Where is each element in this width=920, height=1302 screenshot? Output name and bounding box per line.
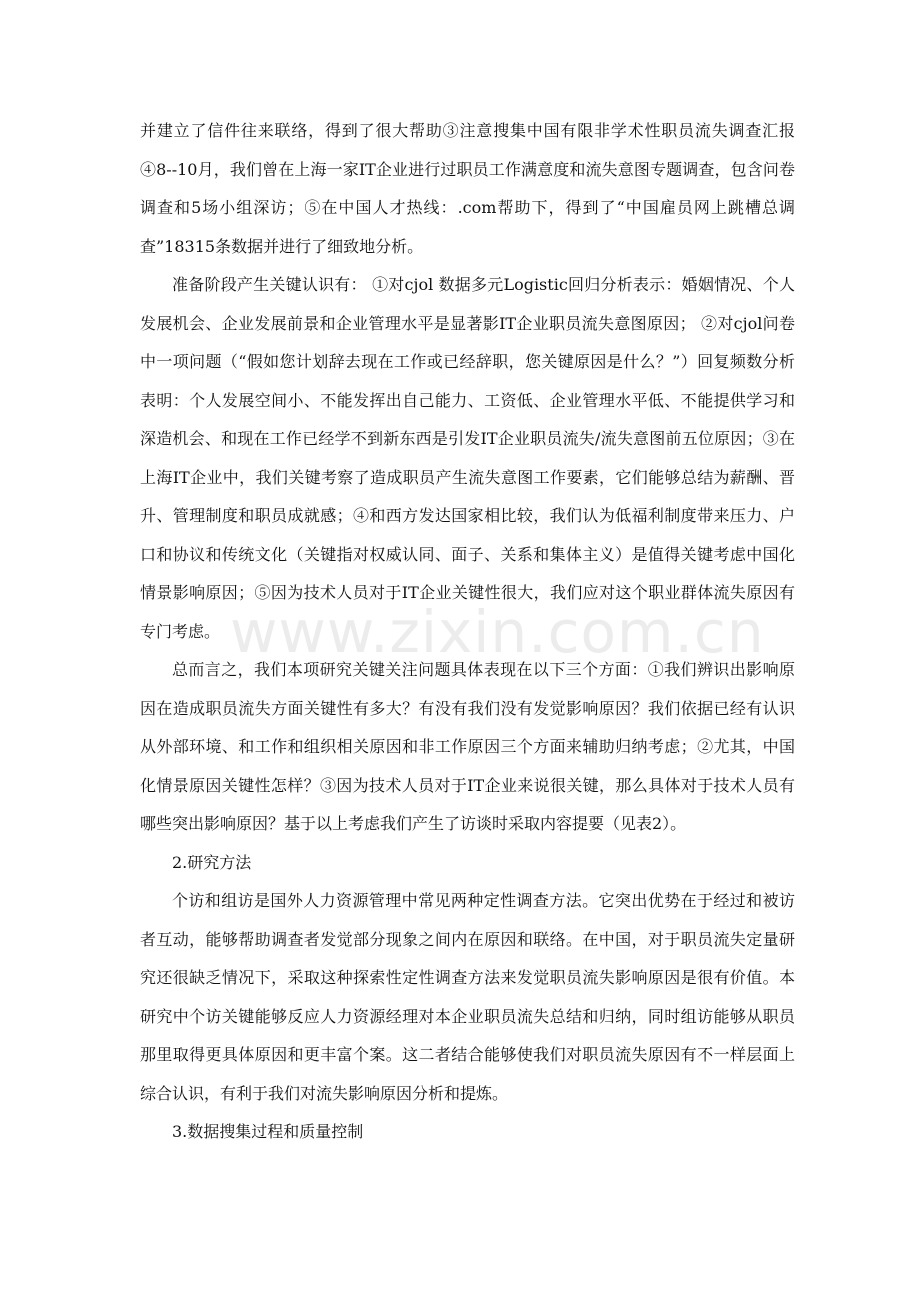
section-heading-research-method: 2.研究方法 bbox=[172, 852, 252, 872]
paragraph-research-method: 个访和组访是国外人力资源管理中常见两种定性调查方法。它突出优势在于经过和被访者互动，能够帮助调查者发觉部分现象之间内在原因和联络。在中国，对于职员流失定量研究还很缺乏情况下，采取这种探索性定性调查方法来发觉职员流失影响原因是很有价值。本研究中个访关键能够反应人力资源经理对本企业职员流失总结和归纳，同时组访能够从职员那里取得更具体原因和更丰富个案。这二者结合能够使我们对职员流失原因有不一样层面上综合认识，有利于我们对流失影响原因分析和提炼。 bbox=[140, 891, 795, 1103]
paragraph-2: 准备阶段产生关键认识有： ①对cjol 数据多元Logistic回归分析表示：婚姻情况、个人发展机会、企业发展前景和企业管理水平是显著影IT企业职员流失意图原因； ②对cjol问卷中一项问题（“假如您计划辞去现在工作或已经辞职，您关键原因是什么？”）回复频数分析表明：个人发展空间小、不能发挥出自己能力、工资低、企业管理水平低、不能提供学习和深造机会、和现在工作已经学不到新东西是引发IT企业职员流失/流失意图前五位原因；③在上海IT企业中，我们关键考察了造成职员产生流失意图工作要素，它们能够总结为薪酬、晋升、管理制度和职员成就感；④和西方发达国家相比较，我们认为低福利制度带来压力、户口和协议和传统文化（关键指对权威认同、面子、关系和集体主义）是值得关键考虑中国化情景影响原因；⑤因为技术人员对于IT企业关键性很大，我们应对这个职业群体流失原因有专门考虑。 bbox=[140, 275, 795, 641]
section-heading-data-collection: 3.数据搜集过程和质量控制 bbox=[172, 1122, 364, 1141]
paragraph-1: 并建立了信件往来联络，得到了很大帮助③注意搜集中国有限非学术性职员流失调查汇报④8--10月，我们曾在上海一家IT企业进行过职员工作满意度和流失意图专题调查，包含问卷调查和5场小组深访；⑤在中国人才热线：.com帮助下，得到了“中国雇员网上跳槽总调查”18315条数据并进行了细致地分析。 bbox=[140, 121, 795, 256]
document-body bbox=[140, 112, 795, 1152]
watermark: www.zixin.com.cn bbox=[230, 598, 765, 666]
paragraph-3: 总而言之，我们本项研究关键关注问题具体表现在以下三个方面：①我们辨识出影响原因在造成职员流失方面关键性有多大？有没有我们没有发觉影响原因？我们依据已经有认识从外部环境、和工作和组织相关原因和非工作原因三个方面来辅助归纳考虑；②尤其，中国化情景原因关键性怎样？③因为技术人员对于IT企业来说很关键，那么具体对于技术人员有哪些突出影响原因？基于以上考虑我们产生了访谈时采取内容提要（见表2）。 bbox=[140, 660, 795, 833]
